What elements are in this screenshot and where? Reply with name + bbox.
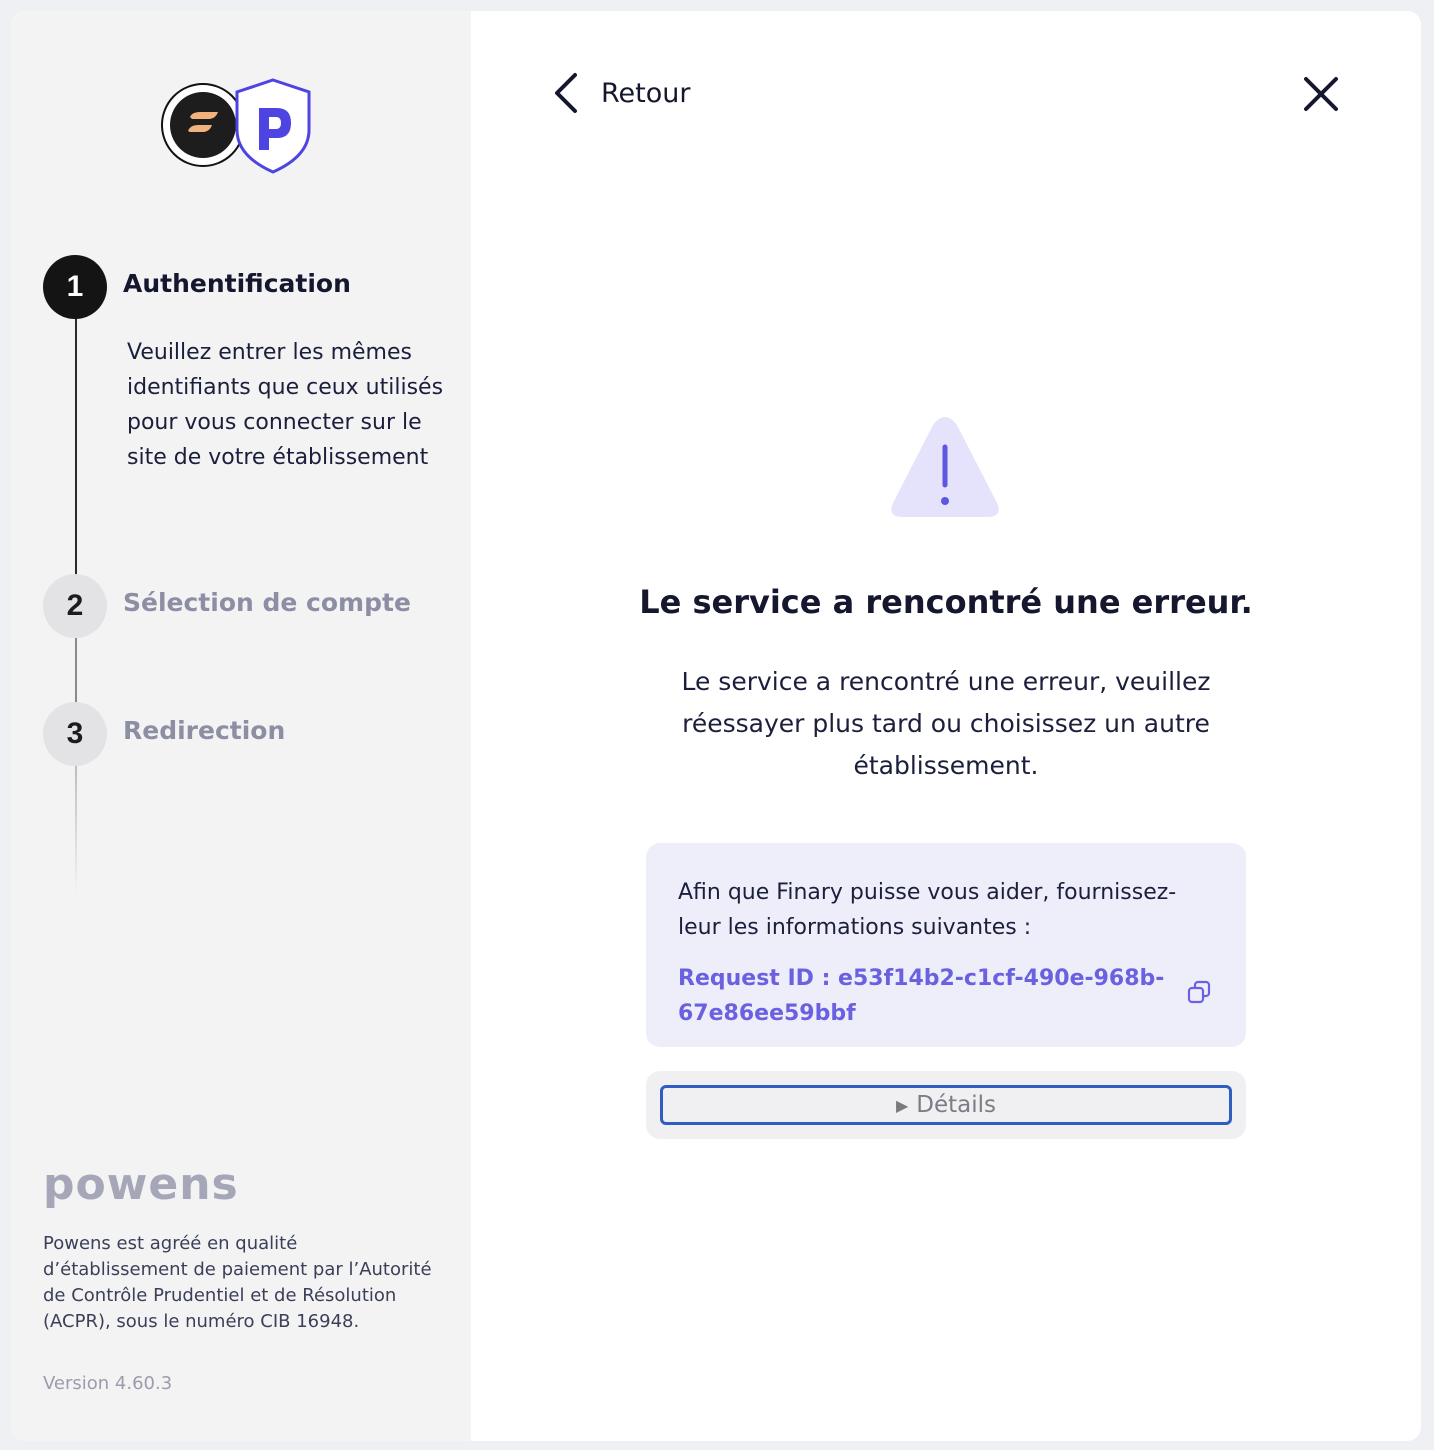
main-panel [471,11,1421,1441]
step-number: 1 [43,255,107,319]
step-description: Veuillez entrer les mêmes identifiants que ceux utilisés pour vous connecter sur le site de votre établissement [127,340,444,470]
request-id[interactable]: Request ID : e53f14b2-c1cf-490e-968b-67e86ee59bbf [678,966,1165,1026]
error-title: Le service a rencontré une erreur. [639,583,1253,621]
powens-wordmark: powens [43,1159,239,1210]
step-number: 3 [43,702,107,766]
details-label: Détails [916,1092,997,1118]
app-frame [11,11,1421,1441]
triangle-right-icon: ▶ [895,1095,909,1115]
partner-logos [161,78,321,178]
support-help-text: Afin que Finary puisse vous aider, fournissez-leur les informations suivantes : [678,880,1177,940]
chevron-left-icon [551,71,581,115]
close-icon[interactable] [1301,74,1341,114]
version-label: Version 4.60.3 [43,1373,173,1394]
step-connector [75,637,77,707]
back-button[interactable] [551,71,690,115]
copy-icon[interactable] [1186,979,1212,1005]
details-container [646,1071,1246,1139]
error-description: Le service a rencontré une erreur, veuillez réessayer plus tard ou choisissez un autre établissement. [681,667,1211,780]
step-connector [75,311,77,577]
step-connector [75,765,77,895]
step-number: 2 [43,574,107,638]
step-title: Authentification [123,269,351,298]
sidebar [11,11,471,1441]
powens-shield-logo [233,78,313,174]
warning-triangle-icon [887,415,1003,521]
back-label: Retour [601,77,691,109]
legal-text: Powens est agréé en qualité d’établissement de paiement par l’Autorité de Contrôle Prudentiel et de Résolution (ACPR), sous le numéro CIB 16948. [43,1233,432,1332]
step-title: Redirection [123,716,286,745]
step-title: Sélection de compte [123,588,411,617]
details-toggle-button[interactable] [660,1085,1232,1125]
support-info-box [646,843,1246,1047]
